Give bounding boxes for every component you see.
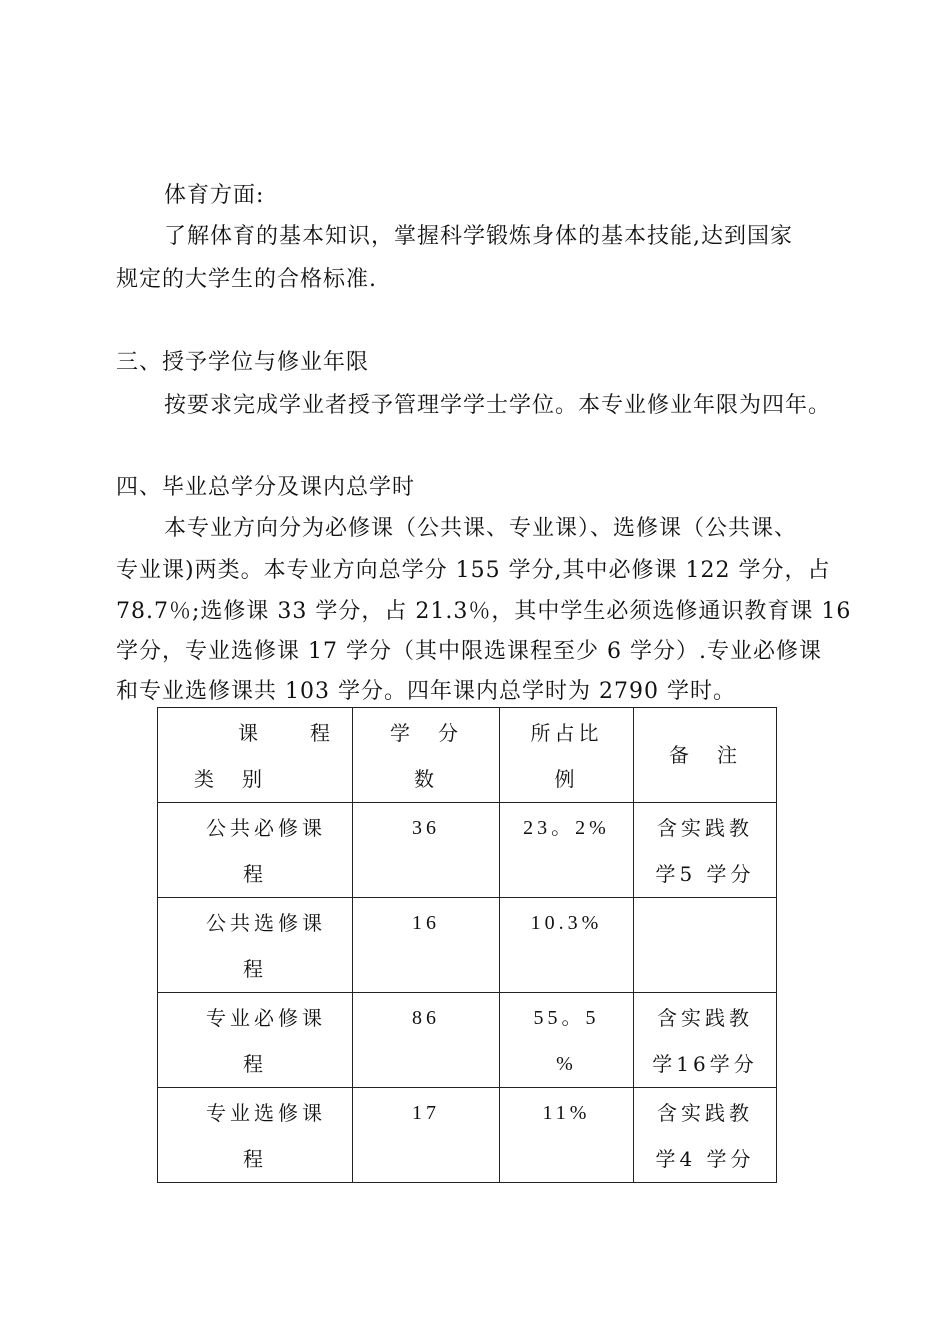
row-ratio-line1: 11%	[542, 1102, 591, 1124]
row-ratio	[500, 1088, 634, 1183]
row-ratio-line1: 10.3%	[530, 912, 603, 934]
row-note-line2: 学16学分	[652, 1052, 758, 1076]
row-ratio	[500, 803, 634, 898]
credits-paragraph-line3: 78.7％;选修课 33 学分，占 21.3％，其中学生必须选修通识教育课 16	[116, 599, 852, 624]
row-credits-value: 17	[412, 1102, 440, 1124]
pe-paragraph-line1: 了解体育的基本知识，掌握科学锻炼身体的基本技能,达到国家	[164, 224, 793, 249]
credits-table	[157, 707, 777, 1183]
row-note	[634, 898, 777, 993]
table-row	[158, 993, 777, 1088]
row-credits-value: 86	[412, 1007, 440, 1029]
row-ratio	[500, 993, 634, 1088]
row-credits-value: 16	[412, 912, 440, 934]
row-note	[634, 803, 777, 898]
row-category-line1: 公共选修课	[206, 911, 326, 935]
row-category-line2: 程	[243, 862, 267, 886]
row-ratio-line1: 55。5	[533, 1007, 600, 1029]
header-credits	[353, 708, 500, 803]
credits-heading: 四、毕业总学分及课内总学时	[116, 475, 416, 500]
row-credits	[353, 1088, 500, 1183]
table-row	[158, 1088, 777, 1183]
row-ratio	[500, 898, 634, 993]
row-credits	[353, 898, 500, 993]
row-note-line1: 含实践教	[657, 1006, 753, 1030]
header-category	[158, 708, 353, 803]
header-credits-line1: 学 分	[390, 721, 462, 745]
row-credits	[353, 803, 500, 898]
row-note	[634, 993, 777, 1088]
header-note-label: 备 注	[669, 743, 741, 767]
header-credits-line2: 数	[414, 767, 438, 791]
credits-paragraph-line1: 本专业方向分为必修课（公共课、专业课）、选修课（公共课、	[164, 516, 798, 541]
header-ratio-line1: 所占比	[530, 721, 603, 745]
row-note-line1: 含实践教	[657, 816, 753, 840]
table-row	[158, 803, 777, 898]
row-ratio-line2: %	[556, 1053, 577, 1075]
row-category-line1: 专业必修课	[206, 1006, 326, 1030]
credits-paragraph-line2: 专业课)两类。本专业方向总学分 155 学分,其中必修课 122 学分，占	[116, 558, 831, 583]
credits-paragraph-line5: 和专业选修课共 103 学分。四年课内总学时为 2790 学时。	[116, 679, 736, 704]
row-category-line1: 专业选修课	[206, 1101, 326, 1125]
row-category	[158, 1088, 353, 1183]
degree-paragraph: 按要求完成学业者授予管理学学士学位。本专业修业年限为四年。	[164, 393, 832, 418]
row-note-line1: 含实践教	[657, 1101, 753, 1125]
header-category-line2: 类 别	[194, 767, 266, 791]
table-row	[158, 898, 777, 993]
pe-paragraph-line2: 规定的大学生的合格标准.	[116, 267, 377, 292]
header-ratio-line2: 例	[554, 767, 579, 791]
header-note	[634, 708, 777, 803]
credits-paragraph-line4: 学分，专业选修课 17 学分（其中限选课程至少 6 学分）.专业必修课	[116, 639, 822, 664]
row-category	[158, 993, 353, 1088]
row-category-line2: 程	[243, 1147, 267, 1171]
header-category-line1: 课 程	[238, 721, 334, 745]
row-credits-value: 36	[412, 817, 440, 839]
row-credits	[353, 993, 500, 1088]
row-category	[158, 803, 353, 898]
row-category-line2: 程	[243, 957, 267, 981]
row-category-line2: 程	[243, 1052, 267, 1076]
header-ratio	[500, 708, 634, 803]
row-category	[158, 898, 353, 993]
table-header-row	[158, 708, 777, 803]
row-note-line2: 学4 学分	[655, 1147, 755, 1171]
degree-heading: 三、授予学位与修业年限	[116, 350, 370, 375]
row-ratio-line1: 23。2%	[523, 817, 610, 839]
row-category-line1: 公共必修课	[206, 816, 326, 840]
row-note	[634, 1088, 777, 1183]
row-note-line2: 学5 学分	[655, 862, 755, 886]
pe-heading: 体育方面:	[164, 183, 265, 208]
